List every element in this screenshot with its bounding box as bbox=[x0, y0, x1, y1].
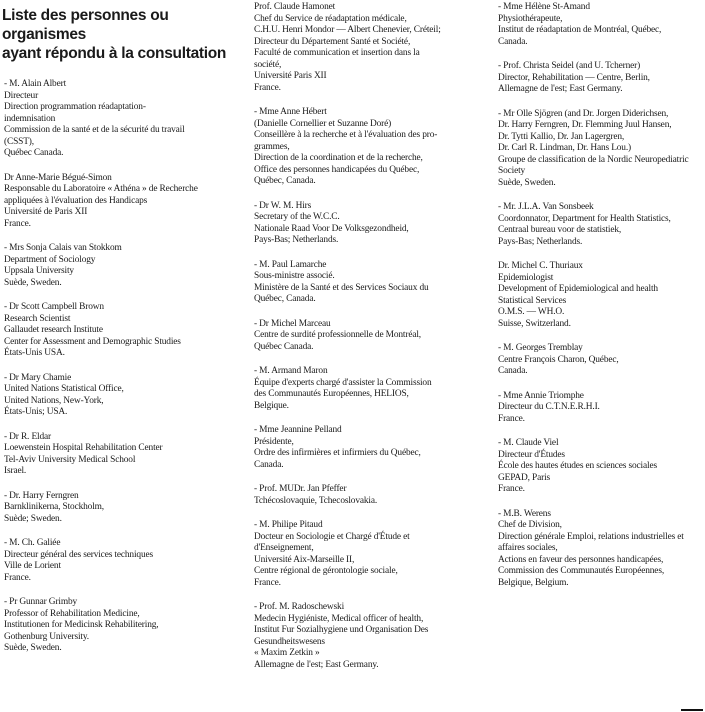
respondent-detail-line: Gallaudet research Institute bbox=[4, 325, 103, 335]
respondent-detail-line: Docteur en Sociologie et Chargé d'Étude et bbox=[254, 531, 410, 542]
heading-line-2: ayant répondu à la consultation bbox=[2, 45, 227, 62]
respondent-detail-line: Québec Canada. bbox=[254, 341, 314, 352]
respondent-detail-line: Belgique. bbox=[254, 400, 289, 411]
respondent-name: - Dr Mary Chamie bbox=[4, 372, 72, 383]
respondent-detail-line: société, bbox=[254, 59, 282, 70]
respondent-name: - Dr Scott Campbell Brown bbox=[4, 302, 104, 312]
heading-line-1: Liste des personnes ou organismes bbox=[2, 7, 169, 43]
respondent-detail-line: Tel-Aviv University Medical School bbox=[4, 454, 136, 465]
respondent-detail-line: Chef de Division, bbox=[498, 520, 562, 530]
respondent-detail-line: Présidente, bbox=[254, 436, 294, 447]
respondent-detail-line: Institut Fur Sozialhygiene und Organisation Des bbox=[254, 625, 429, 635]
respondent-entry bbox=[490, 261, 705, 330]
respondent-name: - M. Alain Albert bbox=[4, 79, 67, 89]
respondent-detail-line: France. bbox=[4, 218, 31, 229]
respondent-detail-line: Centraal bureau voor de statistiek, bbox=[498, 225, 622, 235]
respondent-detail-line: Direction de la coordination et de la recherche, bbox=[254, 153, 423, 163]
respondent-detail-line: École des hautes études en sciences sociales bbox=[498, 461, 657, 471]
respondent-entry bbox=[252, 425, 474, 471]
respondent-detail-line: appliquées à l'évaluation des Handicaps bbox=[4, 195, 148, 206]
respondent-name: - Pr Gunnar Grimby bbox=[4, 597, 78, 607]
column-2-entries bbox=[252, 2, 474, 671]
respondent-entry bbox=[0, 432, 240, 478]
respondent-detail-line: affaires sociales, bbox=[498, 543, 558, 553]
respondent-detail-line: Actions en faveur des personnes handicapées, bbox=[498, 554, 664, 565]
respondent-name: - Prof. MUDr. Jan Pfeffer bbox=[254, 484, 347, 494]
respondent-detail-line: Suède, Sweden. bbox=[498, 177, 556, 188]
respondent-entry bbox=[0, 538, 240, 584]
respondent-detail-line: Directeur général des services techniques bbox=[4, 549, 153, 560]
column-1-entries bbox=[0, 79, 240, 655]
respondent-detail-line: Université de Paris XII bbox=[4, 207, 88, 217]
respondent-detail-line: Centre François Charon, Québec, bbox=[498, 354, 619, 365]
respondent-detail-line: « Maxim Zetkin » bbox=[254, 648, 320, 658]
respondent-entry bbox=[252, 107, 474, 188]
respondent-name: - M.B. Werens bbox=[498, 508, 551, 519]
respondent-detail-line: Israel. bbox=[4, 466, 27, 476]
respondent-detail-line: France. bbox=[498, 484, 525, 494]
respondent-detail-line: Allemagne de l'est; East Germany. bbox=[498, 84, 623, 94]
respondent-entry bbox=[0, 243, 240, 289]
respondent-detail-line: France. bbox=[254, 577, 281, 588]
respondent-name: Dr Anne-Marie Bégué-Simon bbox=[4, 172, 112, 183]
respondent-detail-line: Dr. Harry Ferngren, Dr. Flemming Juul Hansen, bbox=[498, 120, 672, 130]
respondent-detail-line: Secretary of the W.C.C. bbox=[254, 212, 340, 222]
respondent-detail-line: Québec, Canada. bbox=[254, 176, 316, 186]
respondent-detail-line: Dr. Tytti Kallio, Dr. Jan Lagergren, bbox=[498, 131, 625, 142]
respondent-detail-line: Institut de réadaptation de Montréal, Québec, bbox=[498, 25, 662, 35]
respondent-detail-line: Pays-Bas; Netherlands. bbox=[254, 235, 339, 245]
respondent-detail-line: France. bbox=[254, 82, 281, 93]
respondent-detail-line: indemnisation bbox=[4, 113, 56, 124]
respondent-entry bbox=[490, 438, 705, 496]
respondent-detail-line: Loewenstein Hospital Rehabilitation Center bbox=[4, 443, 163, 453]
respondent-detail-line: Physiothérapeute, bbox=[498, 13, 563, 24]
respondent-detail-line: Centre régional de gérontologie sociale, bbox=[254, 566, 398, 576]
respondent-detail-line: Gesundheitswesens bbox=[254, 636, 325, 647]
respondent-detail-line: United Nations, New-York, bbox=[4, 395, 104, 406]
respondent-detail-line: Responsable du Laboratoire « Athéna » de Recherche bbox=[4, 184, 198, 194]
respondent-name: - Mme Jeannine Pelland bbox=[254, 425, 342, 435]
respondent-detail-line: des Communautés Européennes, HELIOS, bbox=[254, 389, 409, 399]
respondent-detail-line: Professor of Rehabilitation Medicine, bbox=[4, 608, 140, 619]
respondent-entry bbox=[252, 319, 474, 354]
respondent-entry bbox=[0, 373, 240, 419]
respondent-detail-line: Sous-ministre associé. bbox=[254, 271, 335, 281]
respondent-detail-line: Directeur du C.T.N.E.R.H.I. bbox=[498, 402, 600, 412]
respondent-name: - Mme Anne Hébert bbox=[254, 107, 327, 117]
respondent-entry bbox=[490, 109, 705, 190]
respondent-entry bbox=[490, 202, 705, 248]
respondent-name: - Prof. M. Radoschewski bbox=[254, 602, 345, 612]
respondent-detail-line: Center for Assessment and Demographic Studies bbox=[4, 336, 181, 347]
column-2 bbox=[252, 2, 474, 684]
respondent-detail-line: Coordonnator, Department for Health Statistics, bbox=[498, 213, 671, 224]
respondent-detail-line: Québec, Canada. bbox=[254, 294, 316, 304]
respondent-detail-line: Allemagne de l'est; East Germany. bbox=[254, 659, 379, 670]
respondent-detail-line: Statistical Services bbox=[498, 295, 567, 306]
respondent-detail-line: Office des personnes handicapées du Québec, bbox=[254, 164, 420, 175]
respondent-entry bbox=[252, 260, 474, 306]
respondent-detail-line: Department of Sociology bbox=[4, 254, 96, 265]
respondent-entry bbox=[490, 2, 705, 48]
respondent-name: Dr. Michel C. Thuriaux bbox=[498, 261, 583, 271]
respondent-detail-line: Pays-Bas; Netherlands. bbox=[498, 236, 583, 247]
respondent-detail-line: Nationale Raad Voor De Volksgezondheid, bbox=[254, 223, 409, 234]
respondent-name: - Mr Olle Sjögren (and Dr. Jorgen Diderichsen, bbox=[498, 108, 669, 119]
respondent-name: - Mme Annie Triomphe bbox=[498, 390, 584, 401]
respondent-detail-line: Barnklinikerna, Stockholm, bbox=[4, 502, 104, 512]
respondent-name: - Mr. J.L.A. Van Sonsbeek bbox=[498, 202, 594, 212]
respondent-detail-line: C.H.U. Henri Mondor — Albert Chenevier, Créteil; bbox=[254, 25, 441, 35]
respondent-name: - Mrs Sonja Calais van Stokkom bbox=[4, 243, 122, 253]
respondent-name: - M. Ch. Galiée bbox=[4, 538, 61, 548]
respondent-detail-line: Conseillère à la recherche et à l'évaluation des pro- bbox=[254, 130, 438, 140]
respondent-detail-line: Gothenburg University. bbox=[4, 631, 89, 642]
respondent-detail-line: grammes, bbox=[254, 141, 290, 152]
respondent-detail-line: Ordre des infirmières et infirmiers du Québec, bbox=[254, 448, 421, 458]
respondent-name: - Prof. Christa Seidel (and U. Tcherner) bbox=[498, 61, 641, 71]
respondent-entry bbox=[0, 79, 240, 160]
list-heading bbox=[2, 6, 240, 63]
respondent-detail-line: États-Unis; USA. bbox=[4, 407, 68, 417]
respondent-detail-line: Chef du Service de réadaptation médicale, bbox=[254, 13, 407, 24]
respondent-entry bbox=[252, 366, 474, 412]
respondent-detail-line: Faculté de communication et insertion dans la bbox=[254, 48, 420, 58]
respondent-detail-line: Dr. Carl R. Lindman, Dr. Hans Lou.) bbox=[498, 143, 632, 153]
column-1 bbox=[0, 2, 240, 668]
respondent-detail-line: Centre de surdité professionnelle de Montréal, bbox=[254, 330, 422, 340]
respondent-detail-line: Director, Rehabilitation — Centre, Berlin, bbox=[498, 72, 650, 83]
respondent-name: - Dr W. M. Hirs bbox=[254, 200, 312, 211]
respondent-detail-line: Tchécoslovaquie, Tchecoslovakia. bbox=[254, 495, 378, 506]
respondent-detail-line: Suède, Sweden. bbox=[4, 643, 62, 653]
respondent-detail-line: (Danielle Cornellier et Suzanne Doré) bbox=[254, 118, 392, 129]
respondent-detail-line: Epidemiologist bbox=[498, 272, 554, 283]
respondent-detail-line: Université Paris XII bbox=[254, 71, 327, 81]
respondent-entry bbox=[252, 520, 474, 589]
respondent-detail-line: Direction programmation réadaptation- bbox=[4, 102, 146, 112]
respondent-entry bbox=[0, 597, 240, 655]
respondent-name: - Dr Michel Marceau bbox=[254, 318, 331, 329]
respondent-detail-line: Directeur bbox=[4, 90, 39, 101]
respondent-detail-line: Research Scientist bbox=[4, 313, 71, 324]
respondent-detail-line: Commission des Communautés Européennes, bbox=[498, 566, 665, 576]
respondent-detail-line: Suède; Sweden. bbox=[4, 513, 62, 524]
respondent-detail-line: Uppsala University bbox=[4, 266, 74, 276]
respondent-detail-line: France. bbox=[498, 413, 525, 424]
respondent-detail-line: Commission de la santé et de la sécurité du travail bbox=[4, 125, 185, 135]
respondent-detail-line: Directeur d'Études bbox=[498, 449, 565, 460]
respondent-entry bbox=[490, 61, 705, 96]
respondent-entry bbox=[490, 509, 705, 590]
respondent-detail-line: France. bbox=[4, 572, 31, 583]
respondent-name: - M. Philipe Pitaud bbox=[254, 520, 323, 530]
respondent-detail-line: Canada. bbox=[498, 36, 528, 47]
respondent-name: - M. Claude Viel bbox=[498, 438, 559, 448]
respondent-detail-line: Development of Epidemiological and health bbox=[498, 284, 658, 294]
respondent-entry bbox=[252, 2, 474, 94]
respondent-detail-line: O.M.S. — WH.O. bbox=[498, 307, 565, 317]
column-3 bbox=[490, 2, 705, 602]
respondent-detail-line: Suisse, Switzerland. bbox=[498, 318, 571, 329]
respondent-name: - Dr. Harry Ferngren bbox=[4, 490, 79, 501]
respondent-entry bbox=[0, 491, 240, 526]
respondent-detail-line: Directeur du Département Santé et Société, bbox=[254, 36, 411, 47]
respondent-detail-line: United Nations Statistical Office, bbox=[4, 384, 124, 394]
respondent-detail-line: Medecin Hygiéniste, Medical officer of health, bbox=[254, 613, 424, 624]
page-mark bbox=[681, 709, 703, 711]
respondent-detail-line: Québec Canada. bbox=[4, 148, 64, 158]
respondent-detail-line: Institutionen for Medicinsk Rehabilitering, bbox=[4, 620, 159, 630]
respondent-detail-line: (CSST), bbox=[4, 136, 34, 147]
respondent-name: - M. Georges Tremblay bbox=[498, 343, 583, 353]
respondent-detail-line: Suède, Sweden. bbox=[4, 277, 62, 288]
respondent-detail-line: Groupe de classification de la Nordic Neuropediatric bbox=[498, 154, 689, 165]
respondent-name: - M. Armand Maron bbox=[254, 366, 328, 376]
respondent-detail-line: États-Unis USA. bbox=[4, 348, 65, 358]
respondent-name: - Dr R. Eldar bbox=[4, 431, 51, 442]
respondent-entry bbox=[252, 201, 474, 247]
respondent-detail-line: Ministère de la Santé et des Services Sociaux du bbox=[254, 282, 429, 293]
respondent-entry bbox=[252, 484, 474, 507]
respondent-detail-line: Université Aix-Marseille II, bbox=[254, 554, 355, 565]
respondent-detail-line: Canada. bbox=[498, 366, 528, 376]
respondent-entry bbox=[252, 602, 474, 671]
respondent-detail-line: Canada. bbox=[254, 459, 284, 470]
respondent-detail-line: Society bbox=[498, 166, 526, 176]
respondent-detail-line: Équipe d'experts chargé d'assister la Commission bbox=[254, 377, 432, 388]
respondent-entry bbox=[490, 343, 705, 378]
respondent-detail-line: Ville de Lorient bbox=[4, 561, 61, 571]
respondent-detail-line: GEPAD, Paris bbox=[498, 472, 551, 483]
respondent-detail-line: Belgique, Belgium. bbox=[498, 577, 569, 588]
respondent-entry bbox=[490, 391, 705, 426]
respondent-name: - Mme Hélène St-Amand bbox=[498, 2, 590, 12]
respondent-name: Prof. Claude Hamonet bbox=[254, 2, 336, 12]
respondent-detail-line: Direction générale Emploi, relations industrielles et bbox=[498, 531, 684, 542]
column-3-entries bbox=[490, 2, 705, 589]
respondent-entry bbox=[0, 173, 240, 231]
respondent-entry bbox=[0, 302, 240, 360]
respondent-name: - M. Paul Lamarche bbox=[254, 259, 327, 270]
respondent-detail-line: d'Enseignement, bbox=[254, 543, 314, 553]
